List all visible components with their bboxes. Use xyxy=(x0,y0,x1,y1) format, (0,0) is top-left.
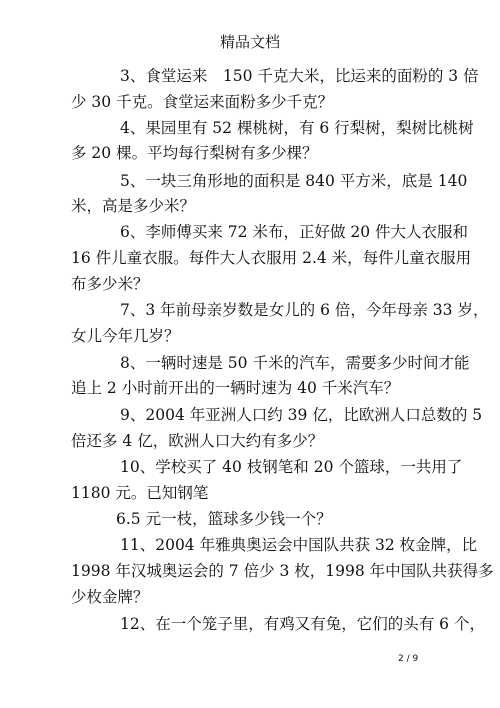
paragraph-line: 6.5 元一枝，篮球多少钱一个？ xyxy=(116,510,332,528)
paragraph-line: 少枚金牌？ xyxy=(71,588,149,606)
paragraph-line: 1998 年汉城奥运会的 7 倍少 3 枚，1998 年中国队共获得多 xyxy=(71,562,494,580)
paragraph-line: 12、在一个笼子里，有鸡又有兔，它们的头有 6 个， xyxy=(120,615,485,633)
paragraph-line: 少 30 千克。食堂运来面粉多少千克？ xyxy=(71,93,334,111)
paragraph-line: 5、一块三角形地的面积是 840 平方米，底是 140 xyxy=(120,172,468,190)
paragraph-line: 1180 元。已知钢笔 xyxy=(71,484,209,502)
paragraph-line: 7、3 年前母亲岁数是女儿的 6 倍，今年母亲 33 岁， xyxy=(120,301,489,319)
paragraph-line: 6、李师傅买来 72 米布，正好做 20 件大人衣服和 xyxy=(120,223,469,241)
paragraph-line: 倍还多 4 亿，欧洲人口大约有多少？ xyxy=(71,432,324,450)
paragraph-line: 布多少米？ xyxy=(71,275,149,293)
paragraph-line: 女儿今年几岁？ xyxy=(71,327,180,345)
page-number: 2 / 9 xyxy=(398,654,419,664)
paragraph-line: 追上 2 小时前开出的一辆时速为 40 千米汽车？ xyxy=(71,379,400,397)
paragraph-line: 11、2004 年雅典奥运会中国队共获 32 枚金牌，比 xyxy=(120,536,478,554)
paragraph-line: 4、果园里有 52 棵桃树，有 6 行梨树，梨树比桃树 xyxy=(120,119,474,137)
paragraph-line: 米，高是多少米？ xyxy=(71,197,196,215)
paragraph-line: 3、食堂运来 150 千克大米，比运来的面粉的 3 倍 xyxy=(120,67,479,85)
paragraph-line: 10、学校买了 40 枝钢笔和 20 个篮球，一共用了 xyxy=(120,458,463,476)
paragraph-line: 多 20 棵。平均每行梨树有多少棵？ xyxy=(71,144,318,162)
paragraph-line: 8、一辆时速是 50 千米的汽车，需要多少时间才能 xyxy=(120,354,470,372)
paragraph-line: 9、2004 年亚洲人口约 39 亿，比欧洲人口总数的 5 xyxy=(120,406,483,424)
page-header: 精品文档 xyxy=(219,33,280,51)
paragraph-line: 16 件儿童衣服。每件大人衣服用 2.4 米，每件儿童衣服用 xyxy=(71,249,472,267)
